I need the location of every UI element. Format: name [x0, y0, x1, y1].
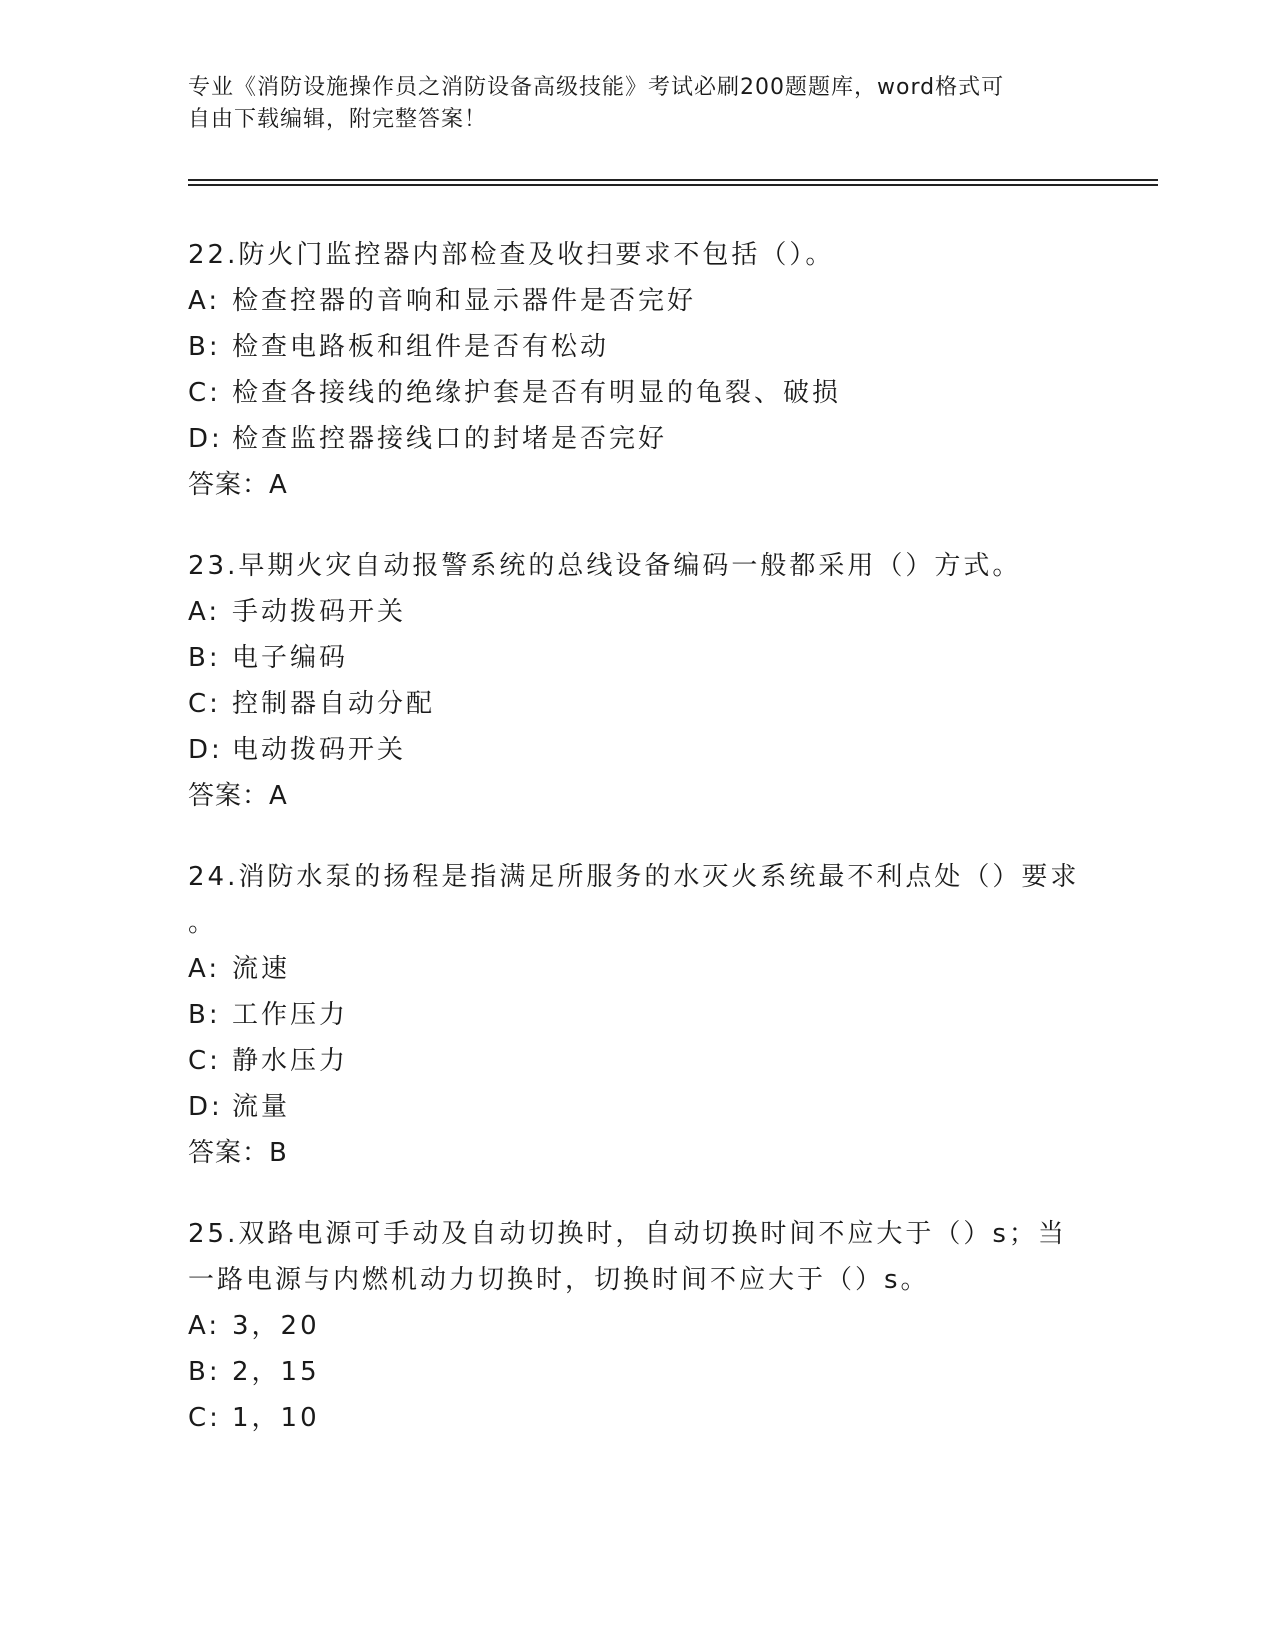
- question-text: 25.双路电源可手动及自动切换时，自动切换时间不应大于（）s；当: [188, 1219, 1067, 1249]
- option-text: 检查控器的音响和显示器件是否完好: [232, 286, 697, 316]
- option-text: 电子编码: [232, 643, 349, 673]
- option-key: D:: [188, 735, 223, 765]
- question-24: [188, 854, 1088, 1176]
- answer-line: 答案：B: [188, 1138, 288, 1168]
- option-b: [188, 1349, 1088, 1395]
- option-b: [188, 324, 1088, 370]
- document-header: [188, 72, 1088, 136]
- option-text: 控制器自动分配: [232, 689, 436, 719]
- option-key: C:: [188, 378, 221, 408]
- question-text-continued: 。: [188, 908, 218, 938]
- option-c: [188, 1038, 1088, 1084]
- option-d: [188, 727, 1088, 773]
- option-a: [188, 589, 1088, 635]
- question-text: 24.消防水泵的扬程是指满足所服务的水灭火系统最不利点处（）要求: [188, 862, 1080, 892]
- option-b: [188, 635, 1088, 681]
- question-text-continued: 一路电源与内燃机动力切换时，切换时间不应大于（）s。: [188, 1265, 930, 1295]
- option-d: [188, 416, 1088, 462]
- option-b: [188, 992, 1088, 1038]
- option-key: B:: [188, 1000, 221, 1030]
- option-text: 2，15: [232, 1357, 320, 1387]
- option-text: 检查各接线的绝缘护套是否有明显的龟裂、破损: [232, 378, 842, 408]
- option-key: A:: [188, 286, 221, 316]
- option-text: 流量: [232, 1092, 291, 1122]
- option-c: [188, 1395, 1088, 1441]
- question-22: [188, 232, 1088, 508]
- header-line-2: 自由下载编辑，附完整答案！: [188, 107, 488, 132]
- option-key: B:: [188, 643, 221, 673]
- option-text: 检查电路板和组件是否有松动: [232, 332, 610, 362]
- answer-line: 答案：A: [188, 781, 288, 811]
- option-key: B:: [188, 332, 221, 362]
- option-text: 流速: [232, 954, 291, 984]
- option-text: 3，20: [232, 1311, 320, 1341]
- option-key: A:: [188, 1311, 221, 1341]
- question-text: 23.早期火灾自动报警系统的总线设备编码一般都采用（）方式。: [188, 551, 1022, 581]
- option-text: 电动拨码开关: [232, 735, 407, 765]
- option-text: 1，10: [232, 1403, 320, 1433]
- option-key: C:: [188, 1046, 221, 1076]
- option-a: [188, 1303, 1088, 1349]
- question-list: [188, 232, 1088, 1476]
- option-key: A:: [188, 954, 221, 984]
- question-25: [188, 1211, 1088, 1441]
- header-divider-bottom: [188, 184, 1158, 186]
- option-text: 静水压力: [232, 1046, 349, 1076]
- option-text: 工作压力: [232, 1000, 349, 1030]
- option-key: B:: [188, 1357, 221, 1387]
- option-key: C:: [188, 1403, 221, 1433]
- option-a: [188, 278, 1088, 324]
- option-text: 手动拨码开关: [232, 597, 407, 627]
- option-key: A:: [188, 597, 221, 627]
- option-key: D:: [188, 424, 223, 454]
- option-c: [188, 370, 1088, 416]
- option-a: [188, 946, 1088, 992]
- question-text: 22.防火门监控器内部检查及收扫要求不包括（）。: [188, 240, 835, 270]
- header-divider-top: [188, 179, 1158, 181]
- option-c: [188, 681, 1088, 727]
- option-d: [188, 1084, 1088, 1130]
- answer-line: 答案：A: [188, 470, 288, 500]
- option-key: D:: [188, 1092, 223, 1122]
- option-key: C:: [188, 689, 221, 719]
- option-text: 检查监控器接线口的封堵是否完好: [232, 424, 668, 454]
- header-line-1: 专业《消防设施操作员之消防设备高级技能》考试必刷200题题库，word格式可: [188, 75, 1005, 100]
- question-23: [188, 543, 1088, 819]
